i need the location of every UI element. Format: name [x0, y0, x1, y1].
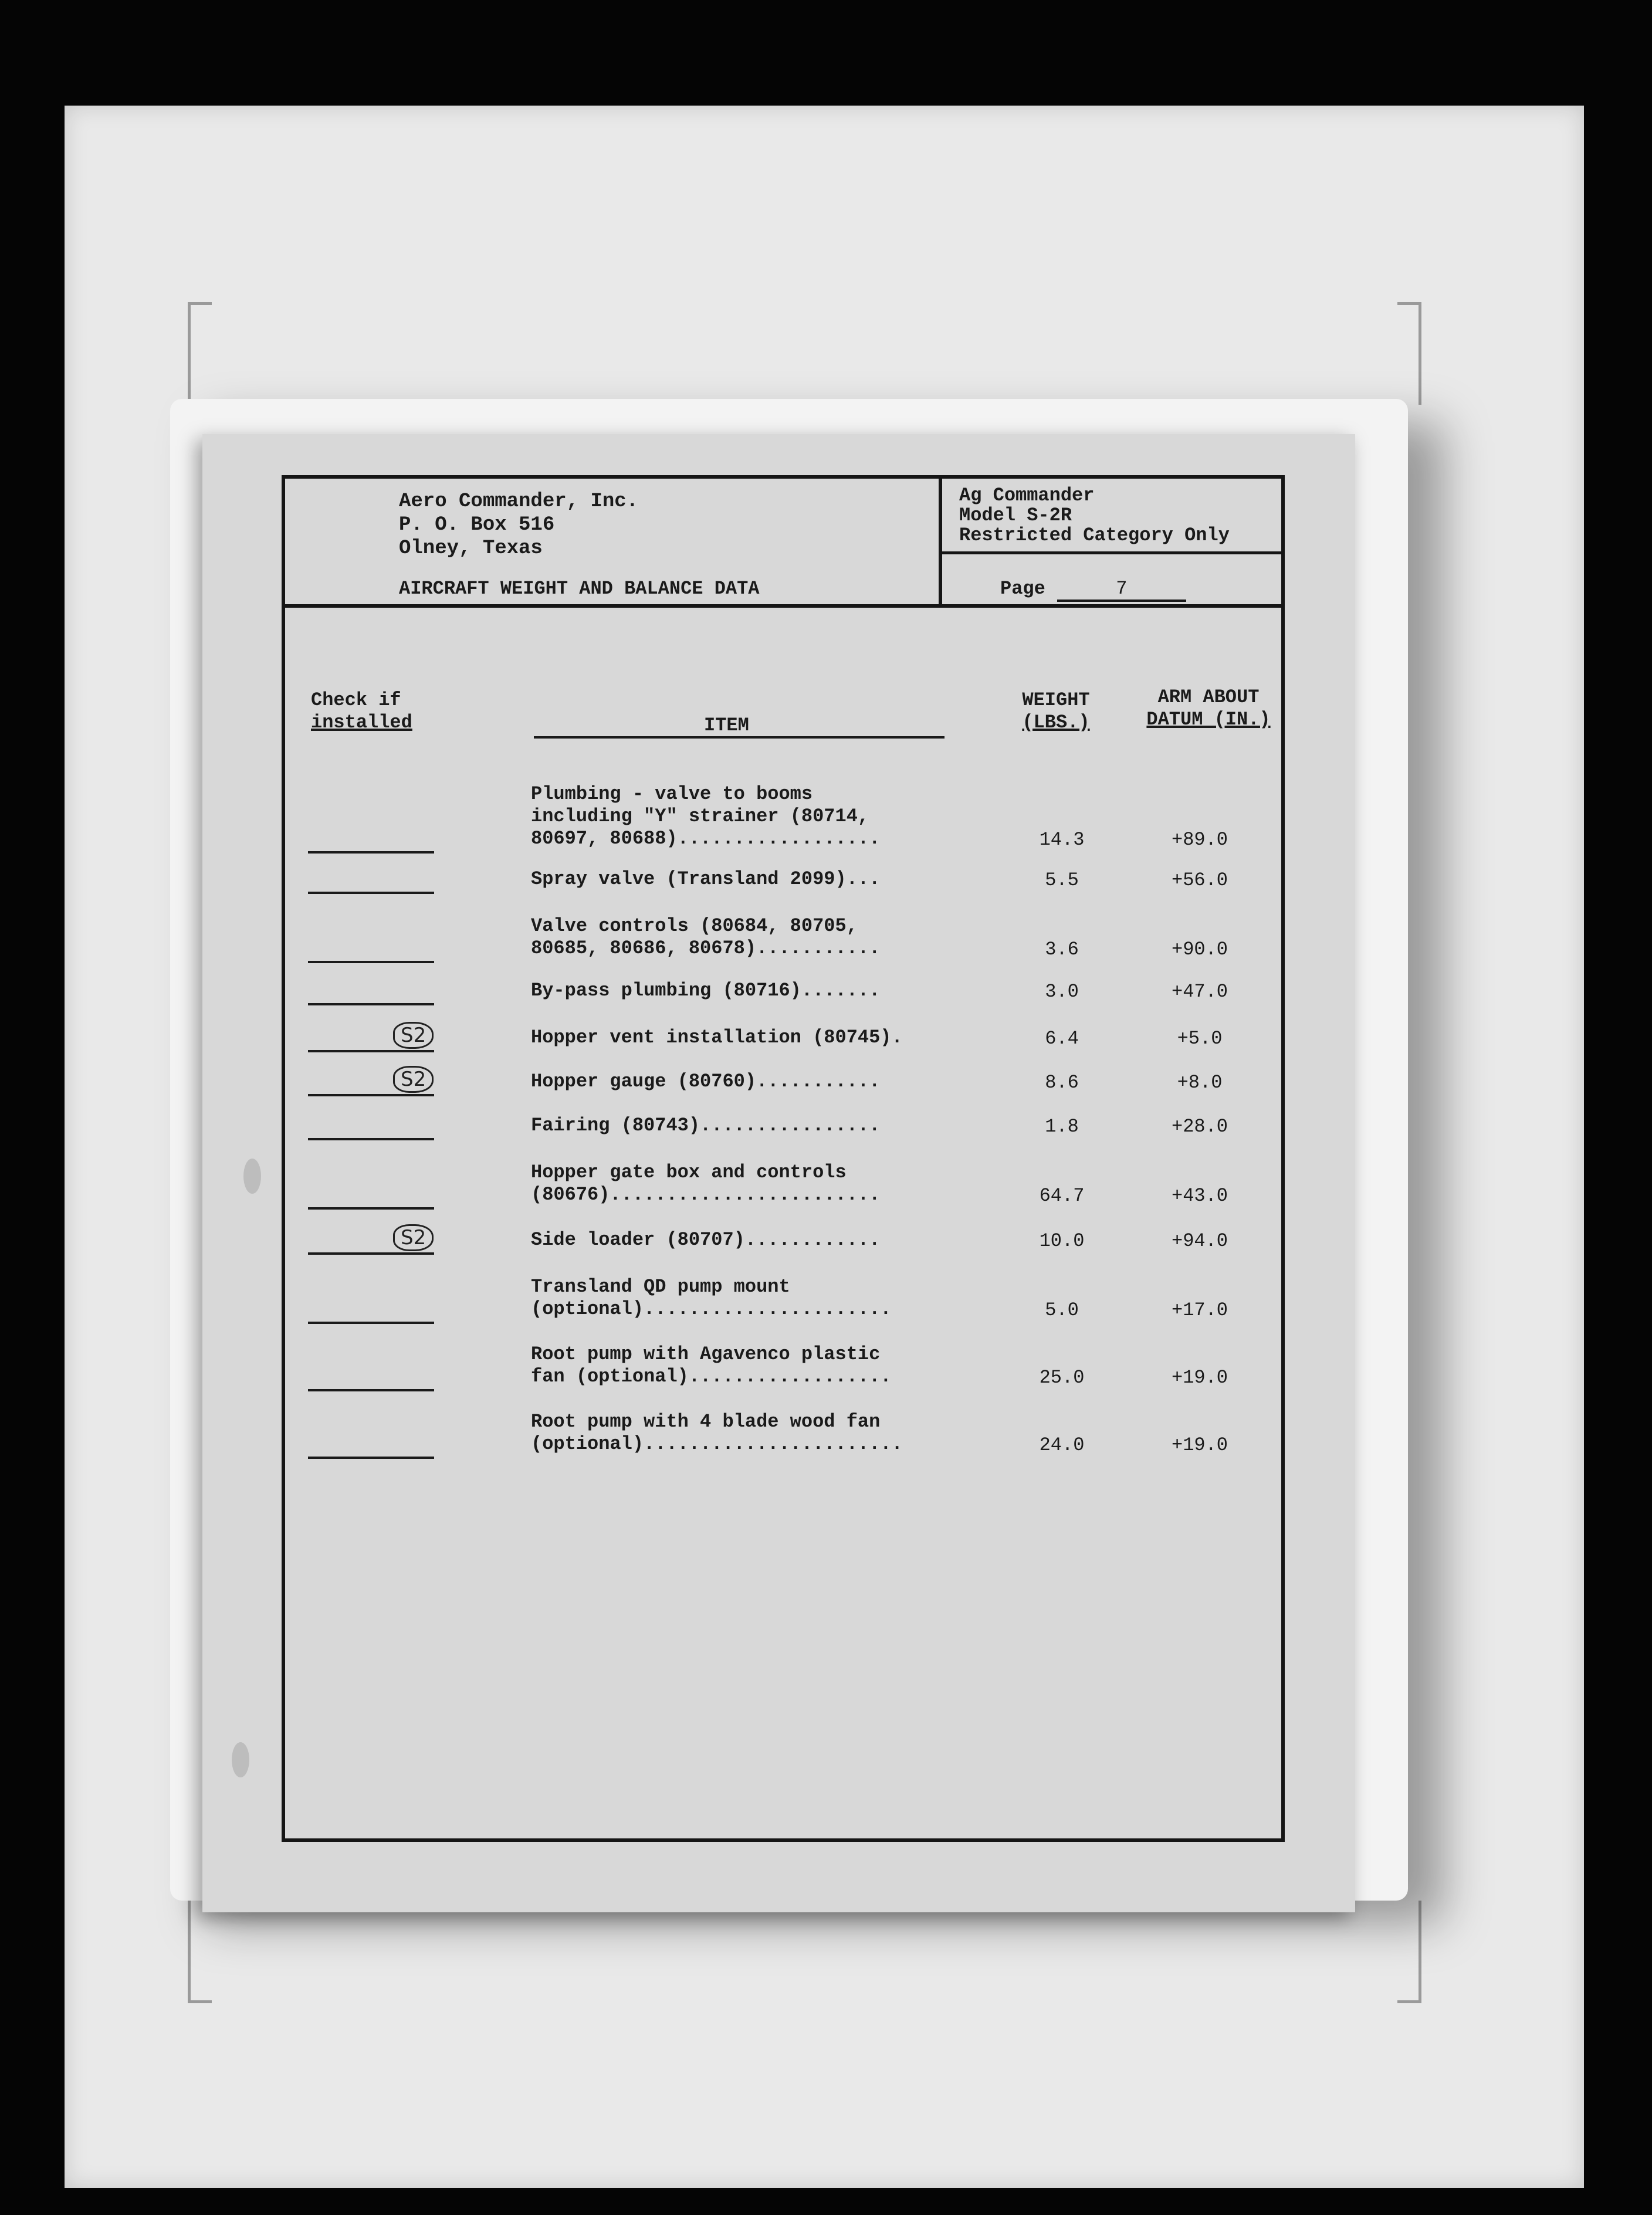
item-weight: 64.7 [1039, 1185, 1085, 1207]
check-installed-line[interactable] [308, 961, 434, 963]
col-item-header: ITEM [704, 714, 749, 736]
crop-mark-top-left [188, 302, 212, 405]
crop-mark-bottom-right [1397, 1901, 1421, 2003]
check-installed-line[interactable] [308, 1389, 434, 1391]
company-address-block: Aero Commander, Inc. P. O. Box 516 Olney, Texas [399, 490, 639, 560]
item-weight: 14.3 [1039, 829, 1085, 851]
check-installed-line[interactable] [308, 1050, 434, 1052]
item-weight: 1.8 [1045, 1116, 1079, 1137]
page-label: Page [1000, 578, 1045, 600]
punch-hole [232, 1742, 249, 1777]
item-description: Hopper vent installation (80745). [531, 1027, 903, 1048]
col-check-header: Check if installed [311, 689, 412, 733]
model-info [959, 486, 1230, 546]
item-weight: 6.4 [1045, 1028, 1079, 1049]
punch-hole [243, 1159, 261, 1194]
item-arm: +90.0 [1171, 939, 1228, 960]
item-description: Root pump with Agavenco plastic fan (optional).................. [531, 1343, 892, 1387]
item-weight: 3.0 [1045, 981, 1079, 1002]
crop-mark-top-right [1397, 302, 1421, 405]
item-arm: +43.0 [1171, 1185, 1228, 1207]
model-line-3: Restricted Category Only [959, 524, 1230, 546]
check-installed-line[interactable] [308, 851, 434, 854]
check-installed-line[interactable] [308, 892, 434, 894]
handwritten-mark: S2 [393, 1066, 434, 1093]
check-installed-line[interactable] [308, 1003, 434, 1005]
item-description: Transland QD pump mount (optional)...................... [531, 1276, 892, 1320]
item-weight: 8.6 [1045, 1072, 1079, 1093]
item-arm: +89.0 [1171, 829, 1228, 851]
item-description: Valve controls (80684, 80705, 80685, 80686, 80678)........... [531, 915, 881, 959]
item-description: Plumbing - valve to booms including "Y" strainer (80714, 80697, 80688).................. [531, 783, 881, 849]
item-description: Spray valve (Transland 2099)... [531, 868, 881, 890]
item-weight: 24.0 [1039, 1434, 1085, 1456]
item-weight: 10.0 [1039, 1230, 1085, 1252]
col-weight-header: WEIGHT (LBS.) [1022, 689, 1090, 733]
page-indicator [1000, 578, 1186, 602]
page-number: 7 [1057, 578, 1186, 602]
header-vertical-divider [939, 475, 942, 607]
item-description: Hopper gauge (80760)........... [531, 1071, 881, 1092]
item-arm: +47.0 [1171, 981, 1228, 1002]
check-installed-line[interactable] [308, 1457, 434, 1459]
item-arm: +56.0 [1171, 869, 1228, 891]
item-weight: 3.6 [1045, 939, 1079, 960]
item-description: Fairing (80743)................ [531, 1115, 881, 1136]
check-installed-line[interactable] [308, 1094, 434, 1096]
item-weight: 5.0 [1045, 1299, 1079, 1321]
document-title: AIRCRAFT WEIGHT AND BALANCE DATA [399, 578, 760, 600]
model-line-2: Model S-2R [959, 504, 1072, 526]
item-description: By-pass plumbing (80716)....... [531, 980, 881, 1001]
check-installed-line[interactable] [308, 1138, 434, 1140]
check-installed-line[interactable] [308, 1207, 434, 1210]
item-weight: 5.5 [1045, 869, 1079, 891]
item-arm: +5.0 [1177, 1028, 1223, 1049]
header-divider [282, 604, 1285, 608]
item-arm: +8.0 [1177, 1072, 1223, 1093]
item-arm: +28.0 [1171, 1116, 1228, 1137]
item-weight: 25.0 [1039, 1367, 1085, 1388]
item-description: Root pump with 4 blade wood fan (optional)....................... [531, 1411, 903, 1455]
model-page-divider [939, 551, 1285, 554]
crop-mark-bottom-left [188, 1901, 212, 2003]
model-line-1: Ag Commander [959, 485, 1095, 506]
item-description: Side loader (80707)............ [531, 1229, 881, 1251]
item-header-rule [534, 736, 945, 739]
form-border [282, 475, 1285, 1842]
item-arm: +19.0 [1171, 1367, 1228, 1388]
col-arm-header: ARM ABOUT DATUM (IN.) [1146, 686, 1271, 730]
check-installed-line[interactable] [308, 1252, 434, 1255]
handwritten-mark: S2 [393, 1224, 434, 1251]
handwritten-mark: S2 [393, 1022, 434, 1049]
item-arm: +19.0 [1171, 1434, 1228, 1456]
item-arm: +17.0 [1171, 1299, 1228, 1321]
check-installed-line[interactable] [308, 1322, 434, 1324]
item-description: Hopper gate box and controls (80676)........................ [531, 1161, 881, 1205]
item-arm: +94.0 [1171, 1230, 1228, 1252]
